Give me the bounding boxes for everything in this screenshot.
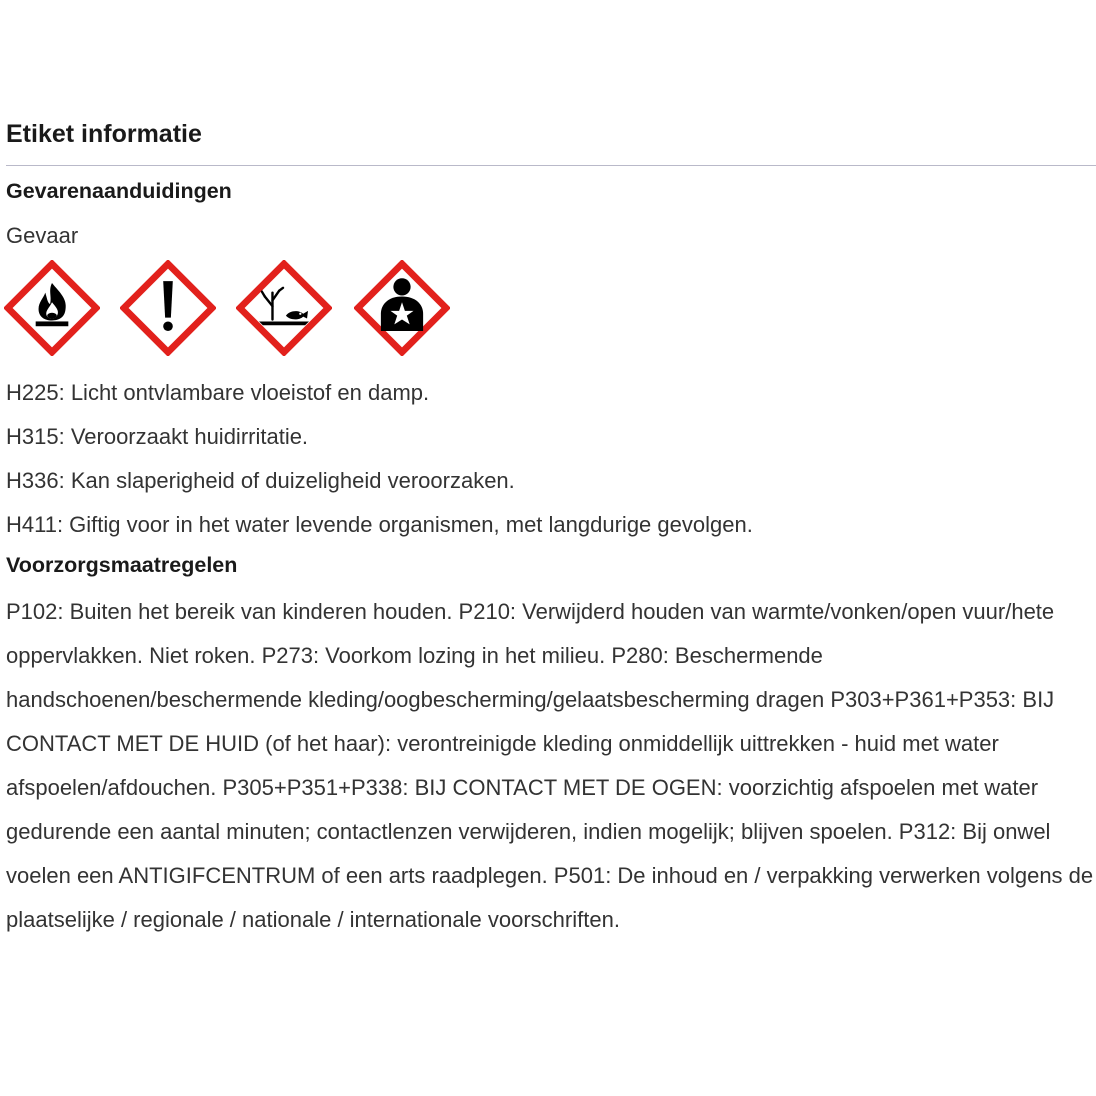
ghs-pictograms	[0, 260, 480, 356]
page-title: Etiket informatie	[6, 120, 202, 148]
health-hazard-icon	[354, 260, 450, 356]
hazard-statement: H225: Licht ontvlambare vloeistof en damp.	[6, 380, 430, 405]
flame-icon	[4, 260, 100, 356]
hazard-heading: Gevarenaanduidingen	[6, 179, 232, 203]
hazard-statement: H315: Veroorzaakt huidirritatie.	[6, 424, 309, 449]
environment-icon	[236, 260, 332, 356]
title-divider	[6, 165, 1096, 166]
precaution-heading: Voorzorgsmaatregelen	[6, 553, 238, 577]
hazard-statement: H336: Kan slaperigheid of duizeligheid veroorzaken.	[6, 468, 515, 493]
exclamation-mark-icon	[120, 260, 216, 356]
signal-word: Gevaar	[6, 223, 79, 248]
precaution-statements: P102: Buiten het bereik van kinderen houden. P210: Verwijderd houden van warmte/vonken/open vuur/hete oppervlakken. Niet roken. P273: Voorkom lozing in het milieu. P280: Beschermende handschoenen/beschermende kleding/oogbescherming/gelaatsbescherming dragen P303+P361+P353: BIJ CONTACT MET DE HUID (of het haar): verontreinigde kleding onmiddellijk uittrekken - huid met water afspoelen/afdouchen. P305+P351+P338: BIJ CONTACT MET DE OGEN: voorzichtig afspoelen met water gedurende een aantal minuten; contactlenzen verwijderen, indien mogelijk; blijven spoelen. P312: Bij onwel voelen een ANTIGIFCENTRUM of een arts raadplegen. P501: De inhoud en / verpakking verwerken volgens de plaatselijke / regionale / nationale / internationale voorschriften.	[6, 599, 1094, 932]
hazard-statements	[6, 371, 753, 547]
hazard-statement: H411: Giftig voor in het water levende organismen, met langdurige gevolgen.	[6, 512, 753, 537]
